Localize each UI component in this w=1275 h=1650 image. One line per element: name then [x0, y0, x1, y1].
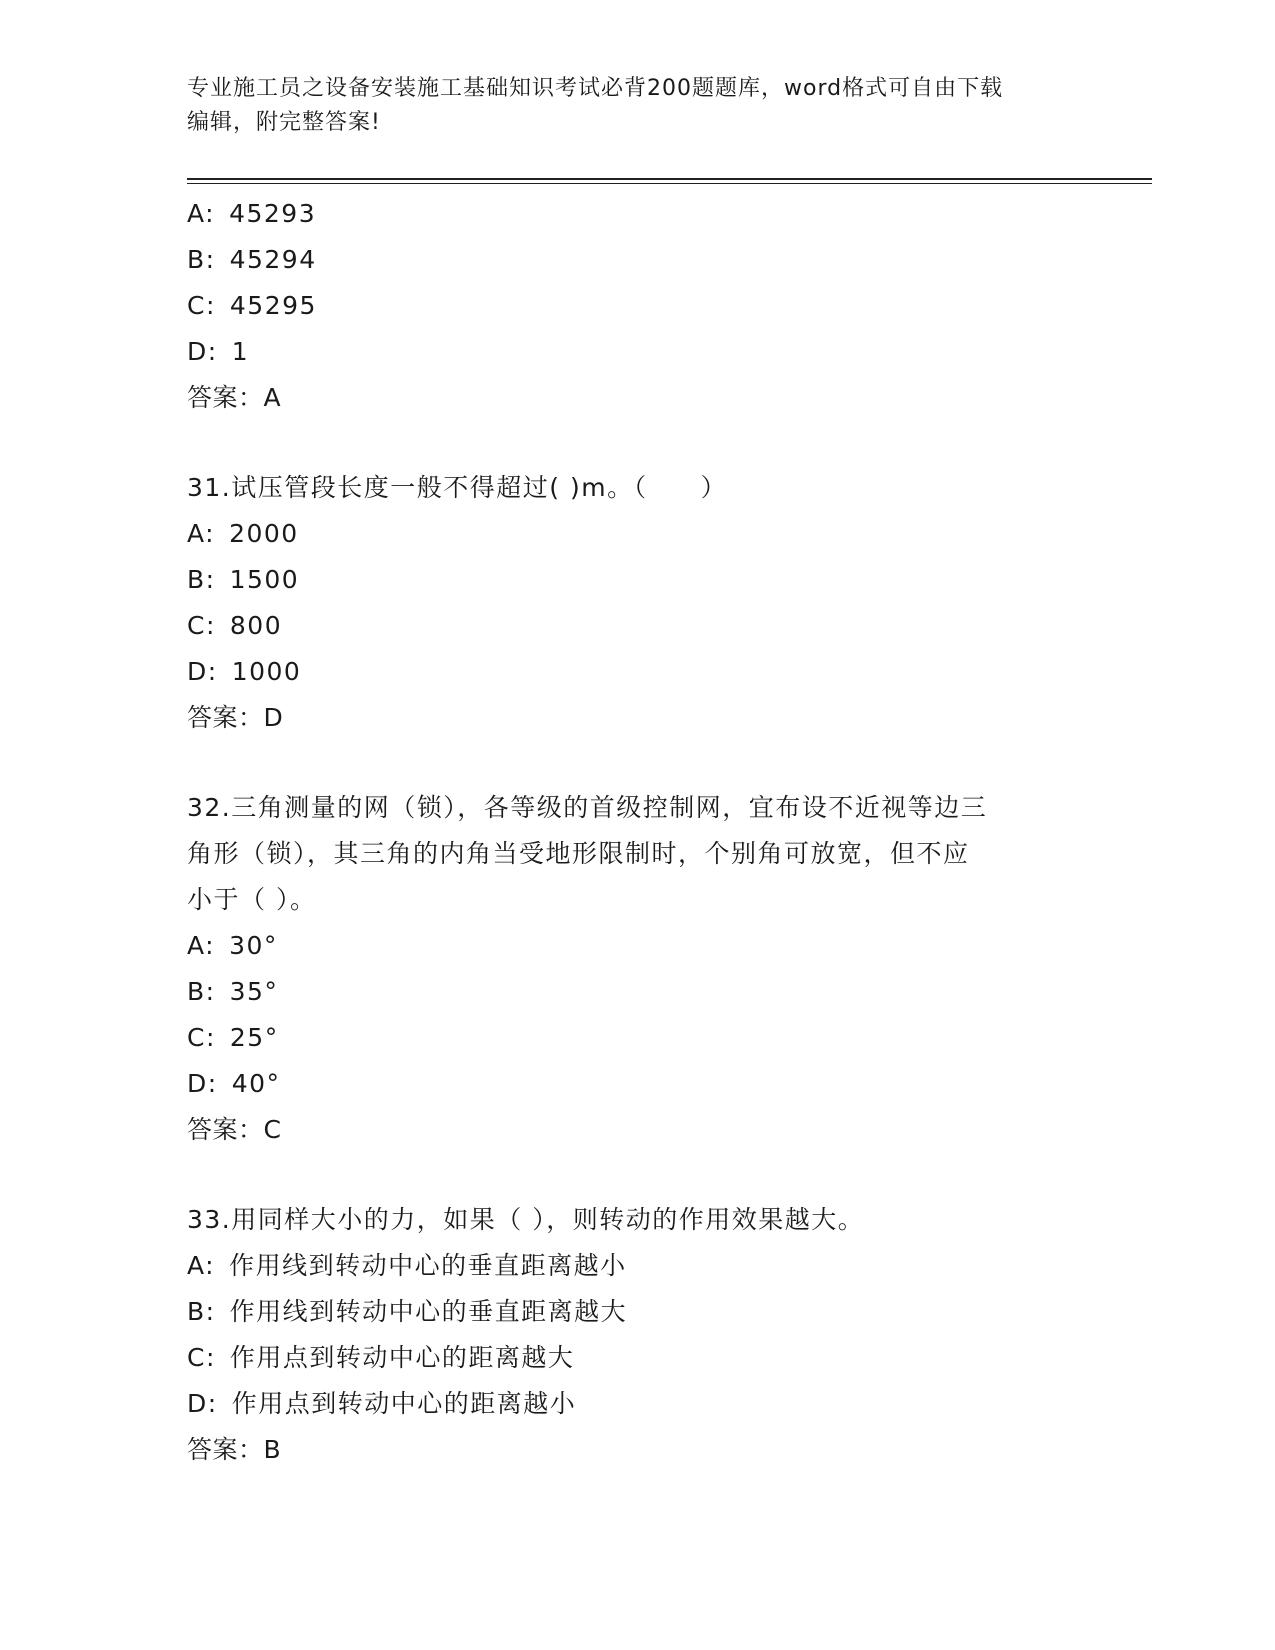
answer-line: 答案：D: [187, 703, 284, 732]
option-text: 30°: [229, 931, 278, 960]
option-letter: A:: [187, 519, 216, 548]
option-text: 800: [229, 611, 283, 640]
option-text: 作用点到转动中心的距离越小: [231, 1389, 577, 1418]
question-stem: 31.试压管段长度一般不得超过( )m。（ ）: [187, 473, 728, 502]
option-letter: A:: [187, 931, 216, 960]
question-block-prev: [187, 191, 1087, 421]
option-b: [187, 1289, 1087, 1335]
option-d: [187, 649, 1087, 695]
question-block-31: [187, 465, 1087, 741]
question-list: [187, 191, 1087, 1517]
option-text: 2000: [229, 519, 299, 548]
question-block-33: [187, 1197, 1087, 1473]
option-letter: C:: [187, 611, 216, 640]
option-letter: B:: [187, 245, 216, 274]
option-a: [187, 1243, 1087, 1289]
option-text: 1000: [231, 657, 302, 686]
option-text: 40°: [231, 1069, 281, 1098]
option-b: [187, 237, 1087, 283]
question-stem-line-1: 32.三角测量的网（锁），各等级的首级控制网，宜布设不近视等边三: [187, 793, 988, 822]
option-c: [187, 603, 1087, 649]
option-text: 45294: [229, 245, 317, 274]
option-text: 35°: [229, 977, 279, 1006]
answer-line: 答案：C: [187, 1115, 282, 1144]
option-c: [187, 1015, 1087, 1061]
header-divider-thin: [187, 183, 1152, 184]
option-text: 作用点到转动中心的距离越大: [229, 1343, 575, 1372]
option-text: 45293: [229, 199, 317, 228]
option-a: [187, 923, 1087, 969]
question-block-32: [187, 785, 1087, 1153]
option-b: [187, 969, 1087, 1015]
answer-line: 答案：A: [187, 383, 282, 412]
option-text: 作用线到转动中心的垂直距离越小: [229, 1251, 627, 1280]
option-letter: D:: [187, 657, 218, 686]
question-stem-line-2: 角形（锁），其三角的内角当受地形限制时，个别角可放宽，但不应: [187, 839, 970, 868]
question-stem-line-3: 小于（ ）。: [187, 885, 317, 914]
option-a: [187, 511, 1087, 557]
option-letter: C:: [187, 291, 216, 320]
question-stem: 33.用同样大小的力，如果（ ），则转动的作用效果越大。: [187, 1205, 865, 1234]
option-text: 作用线到转动中心的垂直距离越大: [229, 1297, 628, 1326]
option-letter: D:: [187, 1389, 218, 1418]
option-letter: B:: [187, 977, 216, 1006]
option-a: [187, 191, 1087, 237]
header-divider-thick: [187, 178, 1152, 180]
option-text: 1500: [229, 565, 300, 594]
document-header: [187, 72, 1087, 140]
answer-line: 答案：B: [187, 1435, 282, 1464]
option-letter: C:: [187, 1023, 216, 1052]
option-d: [187, 1061, 1087, 1107]
option-c: [187, 1335, 1087, 1381]
option-letter: D:: [187, 337, 218, 366]
option-letter: B:: [187, 565, 216, 594]
header-title-line-2: 编辑，附完整答案!: [187, 110, 381, 135]
option-letter: B:: [187, 1297, 216, 1326]
option-letter: A:: [187, 199, 216, 228]
option-letter: D:: [187, 1069, 218, 1098]
option-text: 45295: [229, 291, 317, 320]
option-text: 25°: [229, 1023, 279, 1052]
option-b: [187, 557, 1087, 603]
option-letter: A:: [187, 1251, 216, 1280]
option-d: [187, 329, 1087, 375]
option-letter: C:: [187, 1343, 216, 1372]
option-d: [187, 1381, 1087, 1427]
header-title-line-1: 专业施工员之设备安装施工基础知识考试必背200题题库，word格式可自由下载: [187, 76, 1004, 101]
option-c: [187, 283, 1087, 329]
option-text: 1: [231, 337, 250, 366]
